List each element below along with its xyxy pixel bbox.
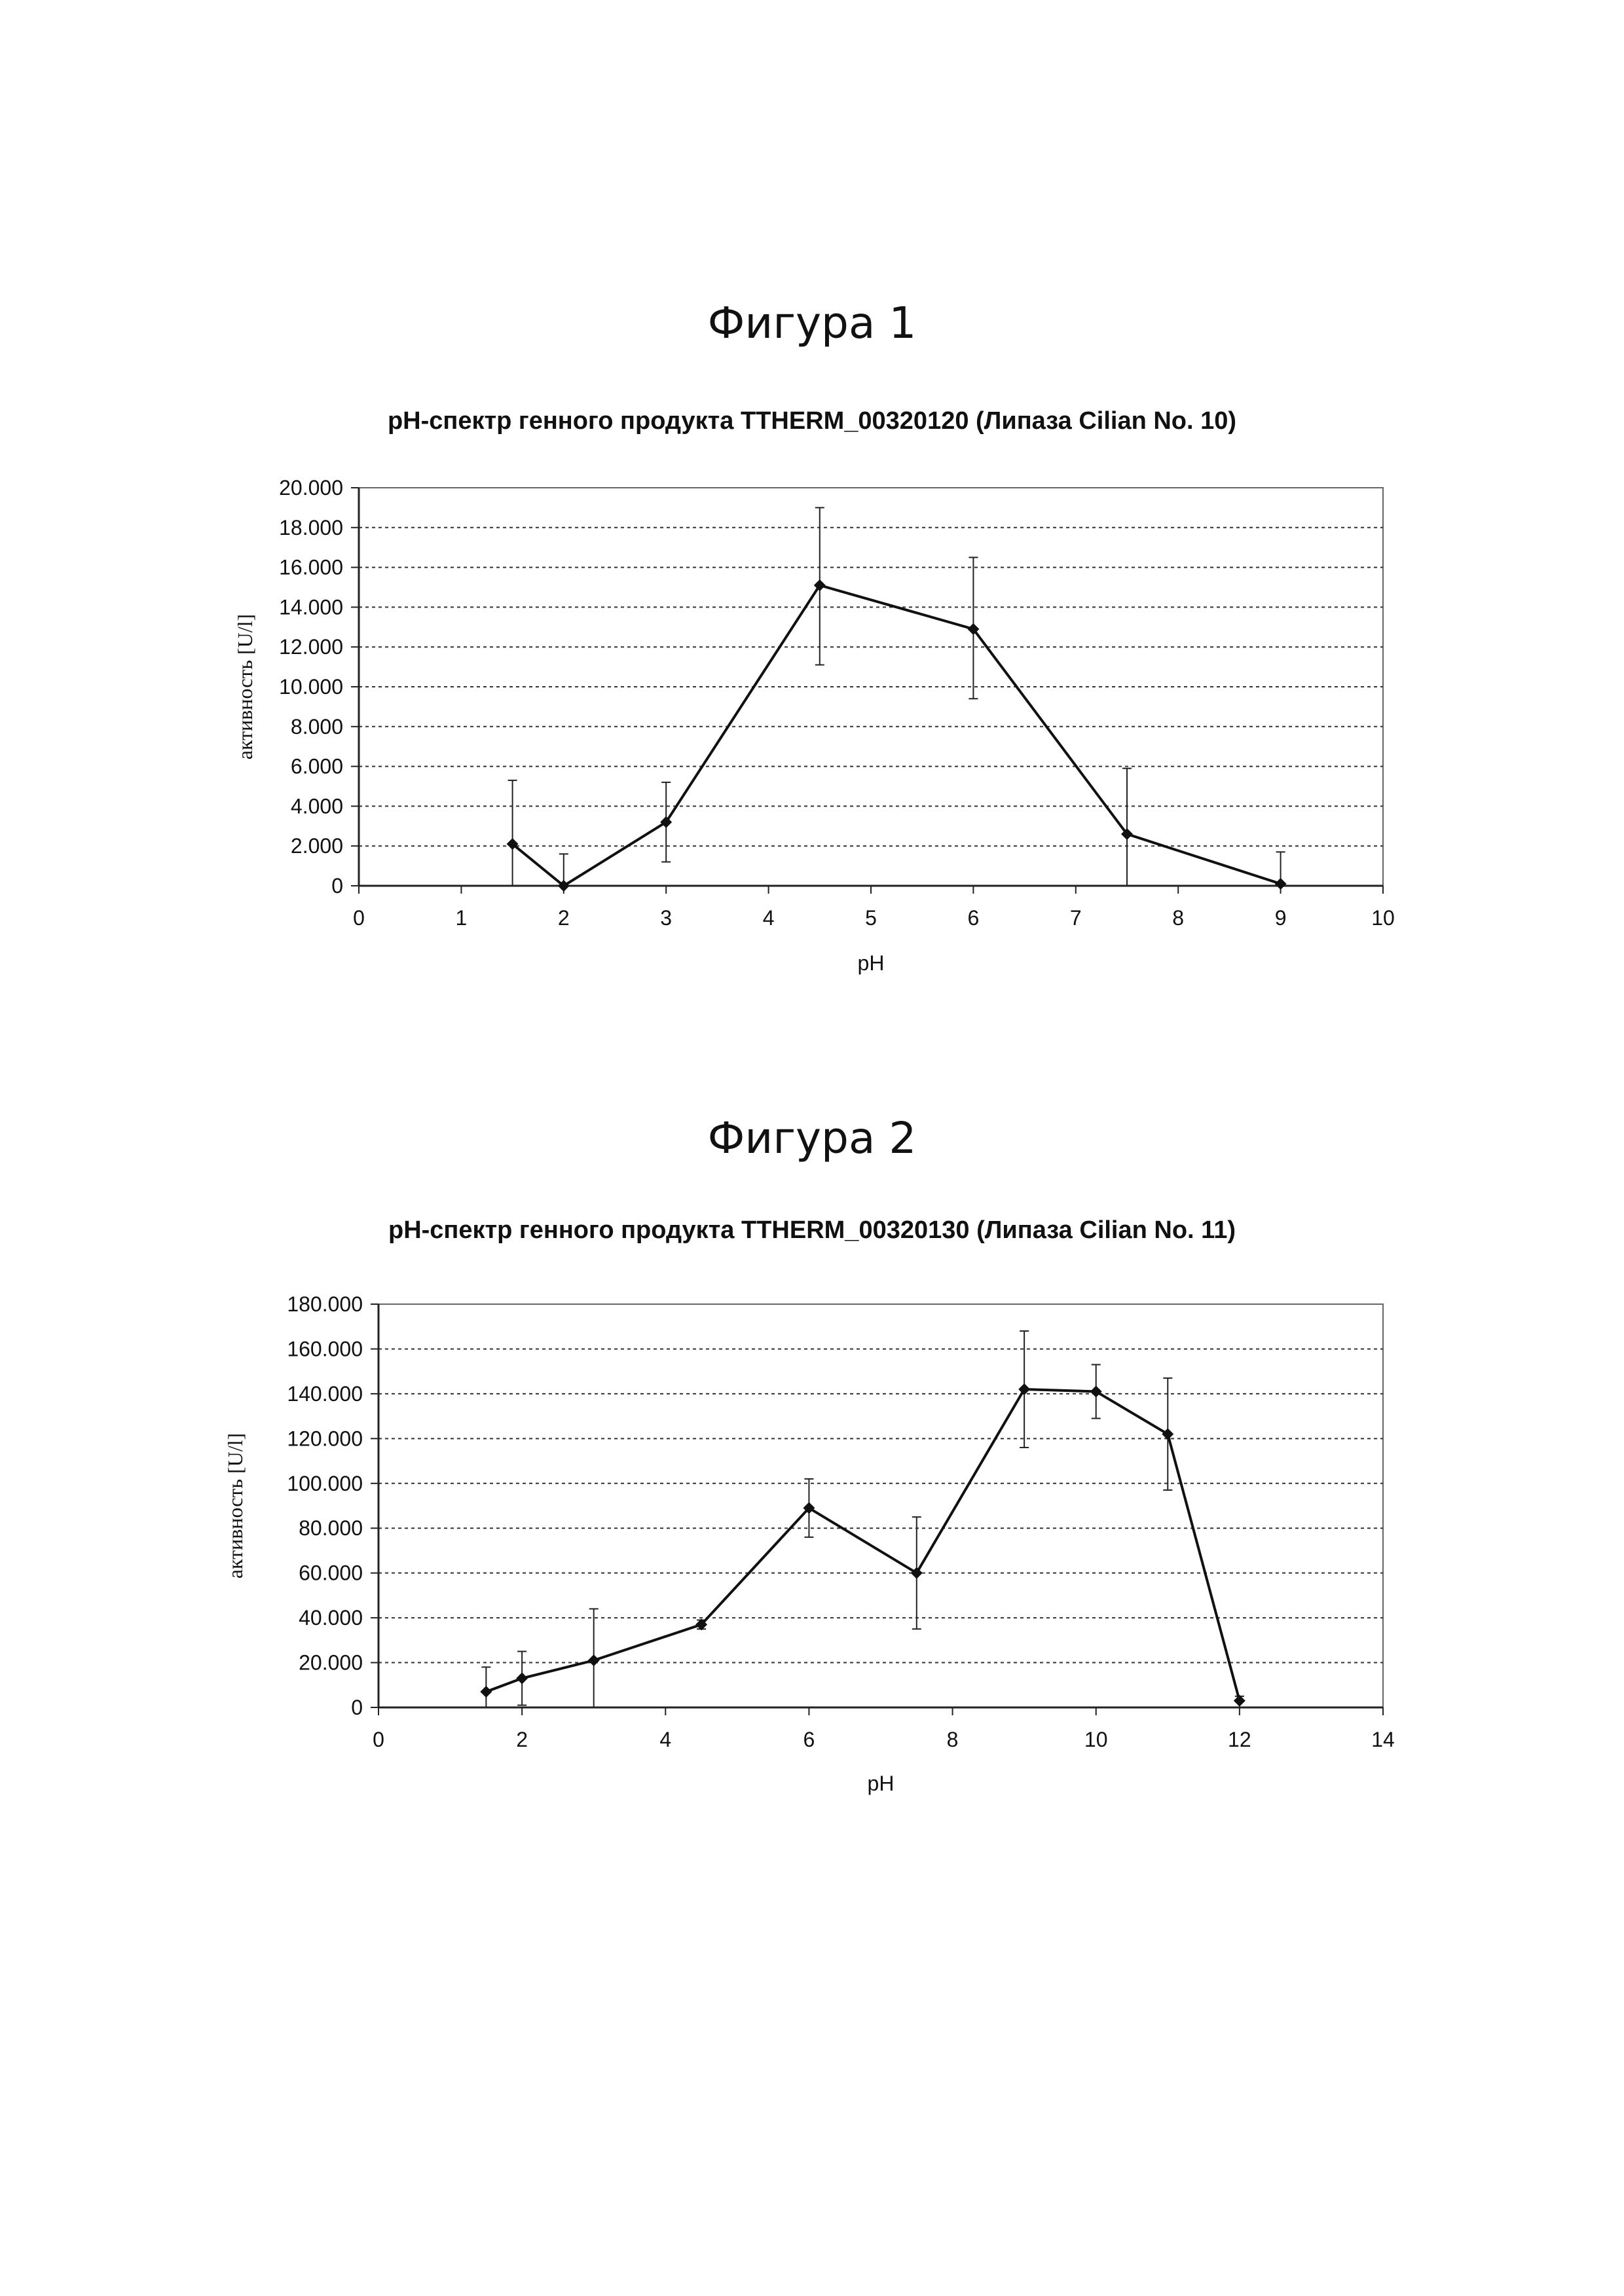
x-tick-label: 4 bbox=[762, 906, 775, 930]
data-point bbox=[1275, 878, 1287, 890]
y-tick-label: 60.000 bbox=[299, 1561, 363, 1585]
x-axis-label: pH bbox=[857, 951, 885, 975]
plot-area bbox=[378, 1304, 1383, 1707]
x-tick-label: 8 bbox=[1172, 906, 1185, 930]
chart-2-title: pH-спектр генного продукта TTHERM_00320130 (Липаза Cilian No. 11) bbox=[388, 1216, 1236, 1244]
y-axis-label: активность [U/l] bbox=[233, 613, 257, 760]
y-tick-label: 80.000 bbox=[299, 1516, 363, 1540]
data-point bbox=[911, 1567, 923, 1579]
chart-2-svg bbox=[0, 1270, 1624, 1827]
x-tick-label: 1 bbox=[455, 906, 468, 930]
y-axis-label: активность [U/l] bbox=[223, 1432, 247, 1579]
series-line bbox=[513, 585, 1281, 886]
y-tick-label: 14.000 bbox=[279, 595, 343, 619]
figure-2-caption: Фигура 2 bbox=[707, 1113, 917, 1163]
y-tick-label: 20.000 bbox=[279, 476, 343, 500]
x-tick-label: 0 bbox=[373, 1728, 384, 1751]
x-tick-label: 6 bbox=[967, 906, 980, 930]
y-tick-label: 10.000 bbox=[279, 675, 343, 699]
y-tick-label: 12.000 bbox=[279, 635, 343, 659]
y-tick-label: 20.000 bbox=[299, 1650, 363, 1675]
y-tick-label: 4.000 bbox=[290, 794, 343, 818]
chart-1-svg bbox=[0, 458, 1624, 1021]
y-tick-label: 140.000 bbox=[287, 1381, 363, 1406]
chart-1-title: pH-спектр генного продукта TTHERM_00320120 (Липаза Cilian No. 10) bbox=[387, 407, 1237, 435]
x-tick-label: 10 bbox=[1084, 1728, 1108, 1751]
x-tick-label: 8 bbox=[946, 1728, 959, 1751]
data-point bbox=[516, 1673, 528, 1685]
series-line bbox=[486, 1389, 1240, 1701]
x-tick-label: 3 bbox=[660, 906, 673, 930]
x-tick-label: 2 bbox=[516, 1728, 528, 1751]
x-axis-label: pH bbox=[867, 1772, 895, 1795]
y-tick-label: 0 bbox=[331, 874, 343, 898]
y-tick-label: 2.000 bbox=[290, 834, 343, 858]
data-point bbox=[588, 1654, 600, 1666]
y-tick-label: 120.000 bbox=[287, 1427, 363, 1451]
x-tick-label: 14 bbox=[1371, 1728, 1395, 1751]
x-tick-label: 0 bbox=[353, 906, 365, 930]
x-tick-label: 12 bbox=[1228, 1728, 1251, 1751]
y-tick-label: 16.000 bbox=[279, 555, 343, 579]
y-tick-label: 180.000 bbox=[287, 1292, 363, 1316]
x-tick-label: 5 bbox=[865, 906, 877, 930]
x-tick-label: 7 bbox=[1069, 906, 1082, 930]
y-tick-label: 40.000 bbox=[299, 1606, 363, 1630]
data-point bbox=[1090, 1385, 1102, 1397]
x-tick-label: 10 bbox=[1371, 906, 1395, 930]
y-tick-label: 6.000 bbox=[290, 754, 343, 778]
y-tick-label: 18.000 bbox=[279, 515, 343, 539]
y-tick-label: 160.000 bbox=[287, 1337, 363, 1361]
x-tick-label: 4 bbox=[659, 1728, 672, 1751]
figure-1-caption: Фигура 1 bbox=[707, 298, 917, 348]
x-tick-label: 6 bbox=[803, 1728, 815, 1751]
y-tick-label: 0 bbox=[351, 1696, 363, 1719]
y-tick-label: 8.000 bbox=[290, 714, 343, 738]
data-point bbox=[480, 1686, 492, 1698]
x-tick-label: 2 bbox=[557, 906, 570, 930]
x-tick-label: 9 bbox=[1274, 906, 1287, 930]
y-tick-label: 100.000 bbox=[287, 1471, 363, 1495]
